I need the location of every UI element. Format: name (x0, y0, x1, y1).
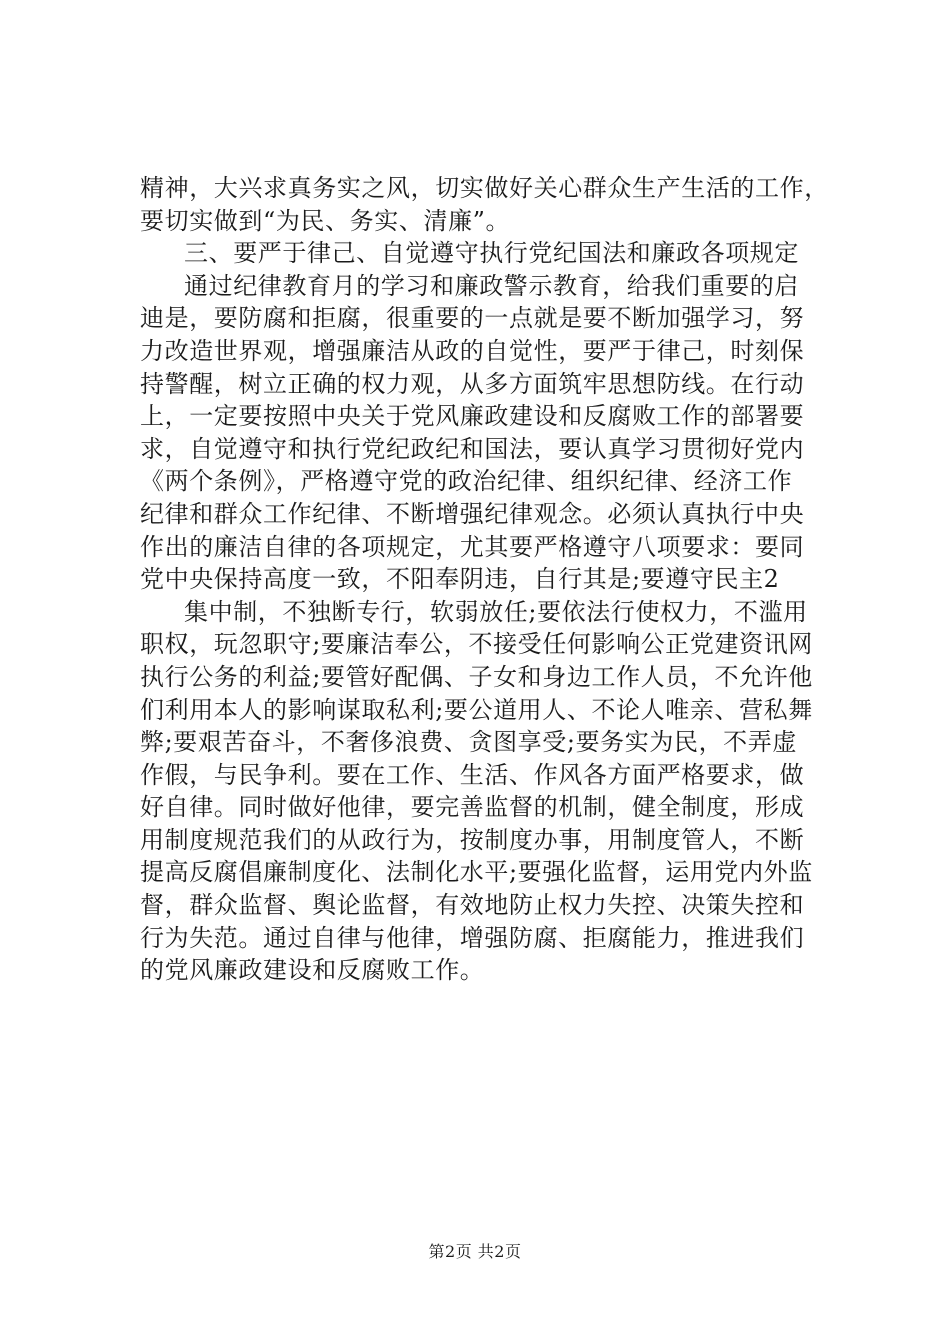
text-line: 集中制，不独断专行，软弱放任;要依法行使权力，不滥用 (184, 597, 808, 626)
text-line: 督，群众监督、舆论监督，有效地防止权力失控、决策失控和 (140, 891, 805, 920)
text-line: 《两个条例》，严格遵守党的政治纪律、组织纪律、经济工作 (140, 467, 793, 496)
text-line: 精神，大兴求真务实之风，切实做好关心群众生产生活的工作， (140, 174, 829, 202)
text-line: 通过纪律教育月的学习和廉政警示教育，给我们重要的启 (184, 271, 799, 300)
text-line: 行为失范。通过自律与他律，增强防腐、拒腐能力，推进我们 (140, 923, 805, 952)
text-line: 弊;要艰苦奋斗，不奢侈浪费、贪图享受;要务实为民，不弄虚 (140, 728, 797, 757)
text-line: 三、要严于律己、自觉遵守执行党纪国法和廉政各项规定 (184, 239, 799, 268)
text-line: 们利用本人的影响谋取私利;要公道用人、不论人唯亲、营私舞 (140, 695, 813, 724)
page-footer: 第2页 共2页 (428, 1242, 522, 1261)
text-line: 党中央保持高度一致，不阳奉阴违，自行其是;要遵守民主2 (140, 565, 780, 594)
text-line: 作出的廉洁自律的各项规定，尤其要严格遵守八项要求：要同 (140, 532, 805, 561)
text-line: 提高反腐倡廉制度化、法制化水平;要强化监督，运用党内外监 (140, 858, 813, 887)
text-line: 上，一定要按照中央关于党风廉政建设和反腐败工作的部署要 (140, 402, 805, 431)
text-line: 执行公务的利益;要管好配偶、子女和身边工作人员，不允许他 (140, 662, 813, 691)
text-line: 力改造世界观，增强廉洁从政的自觉性，要严于律己，时刻保 (140, 336, 805, 365)
text-line: 作假，与民争利。要在工作、生活、作风各方面严格要求，做 (140, 760, 805, 789)
text-line: 用制度规范我们的从政行为，按制度办事，用制度管人，不断 (140, 825, 805, 854)
body-text (140, 172, 840, 987)
text-line: 持警醒，树立正确的权力观，从多方面筑牢思想防线。在行动 (140, 369, 805, 398)
text-line: 迪是，要防腐和拒腐，很重要的一点就是要不断加强学习，努 (140, 304, 805, 333)
text-line: 好自律。同时做好他律，要完善监督的机制，健全制度，形成 (140, 793, 805, 822)
text-line: 职权，玩忽职守;要廉洁奉公，不接受任何影响公正党建资讯网 (140, 630, 813, 659)
text-line: 纪律和群众工作纪律、不断增强纪律观念。必须认真执行中央 (140, 499, 805, 528)
text-line: 求，自觉遵守和执行党纪政纪和国法，要认真学习贯彻好党内 (140, 434, 805, 463)
text-line: 的党风廉政建设和反腐败工作。 (140, 956, 485, 985)
text-line: 要切实做到“为民、务实、清廉”。 (140, 206, 511, 235)
